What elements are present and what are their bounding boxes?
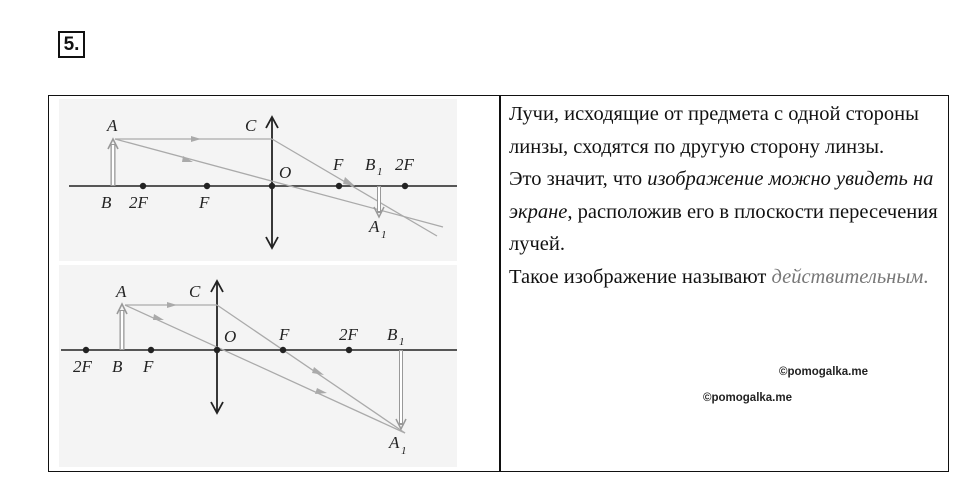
point-f-left xyxy=(148,347,154,353)
label-b1-sub: 1 xyxy=(399,336,405,348)
point-f-left xyxy=(204,183,210,189)
label-o: O xyxy=(279,163,292,182)
label-f-right: F xyxy=(279,325,290,344)
lens-diagram-object-beyond-2f xyxy=(59,99,457,261)
label-b: B xyxy=(101,193,112,212)
label-a1-sub: 1 xyxy=(401,445,407,457)
label-f-left: F xyxy=(143,357,154,376)
label-2f-left: 2F xyxy=(129,193,148,212)
label-a1: A xyxy=(369,217,380,236)
task-number: 5. xyxy=(58,31,85,58)
column-divider xyxy=(499,96,501,471)
label-c: C xyxy=(245,116,257,135)
ray-through-center xyxy=(115,139,443,227)
label-o: O xyxy=(224,327,237,346)
label-f-left: F xyxy=(199,193,210,212)
content-table xyxy=(48,95,949,472)
ray-parallel-refracted xyxy=(217,305,405,433)
label-b: B xyxy=(112,357,123,376)
point-o xyxy=(214,347,220,353)
label-2f-left: 2F xyxy=(73,357,92,376)
lens-diagram-bottom-svg xyxy=(59,265,457,467)
label-a1: A xyxy=(389,433,400,452)
watermark-2: ©pomogalka.me xyxy=(703,392,792,404)
lens-diagram-top-svg xyxy=(59,99,457,261)
label-2f-right: 2F xyxy=(395,155,414,174)
point-f-right xyxy=(336,183,342,189)
paragraph-rays: Лучи, исходящие от предмета с одной стороны линзы, сходятся по другую сторону линзы. xyxy=(509,103,919,158)
watermark-1: ©pomogalka.me xyxy=(779,366,868,378)
point-2f-right xyxy=(346,347,352,353)
explanation-text xyxy=(509,98,944,293)
label-b1-sub: 1 xyxy=(377,166,383,178)
point-o xyxy=(269,183,275,189)
ray-through-center xyxy=(125,305,405,433)
label-a: A xyxy=(107,116,118,135)
emphasis-screen: изображение можно увидеть на экране xyxy=(509,168,934,223)
label-a1-sub: 1 xyxy=(381,229,387,241)
point-2f-left xyxy=(83,347,89,353)
label-a: A xyxy=(116,282,127,301)
label-b1: B xyxy=(387,325,398,344)
point-f-right xyxy=(280,347,286,353)
paragraph-real-image: Такое изображение называют действительным. xyxy=(509,265,929,288)
lens-diagram-object-between-f-2f xyxy=(59,265,457,467)
term-real: действительным xyxy=(771,265,924,288)
point-2f-left xyxy=(140,183,146,189)
label-f-right: F xyxy=(333,155,344,174)
label-c: C xyxy=(189,282,201,301)
paragraph-screen: Это значит, что изображение можно увидеть на экране, расположив его в плоскости пересечения лучей. xyxy=(509,168,938,255)
point-2f-right xyxy=(402,183,408,189)
label-2f-right: 2F xyxy=(339,325,358,344)
label-b1: B xyxy=(365,155,376,174)
